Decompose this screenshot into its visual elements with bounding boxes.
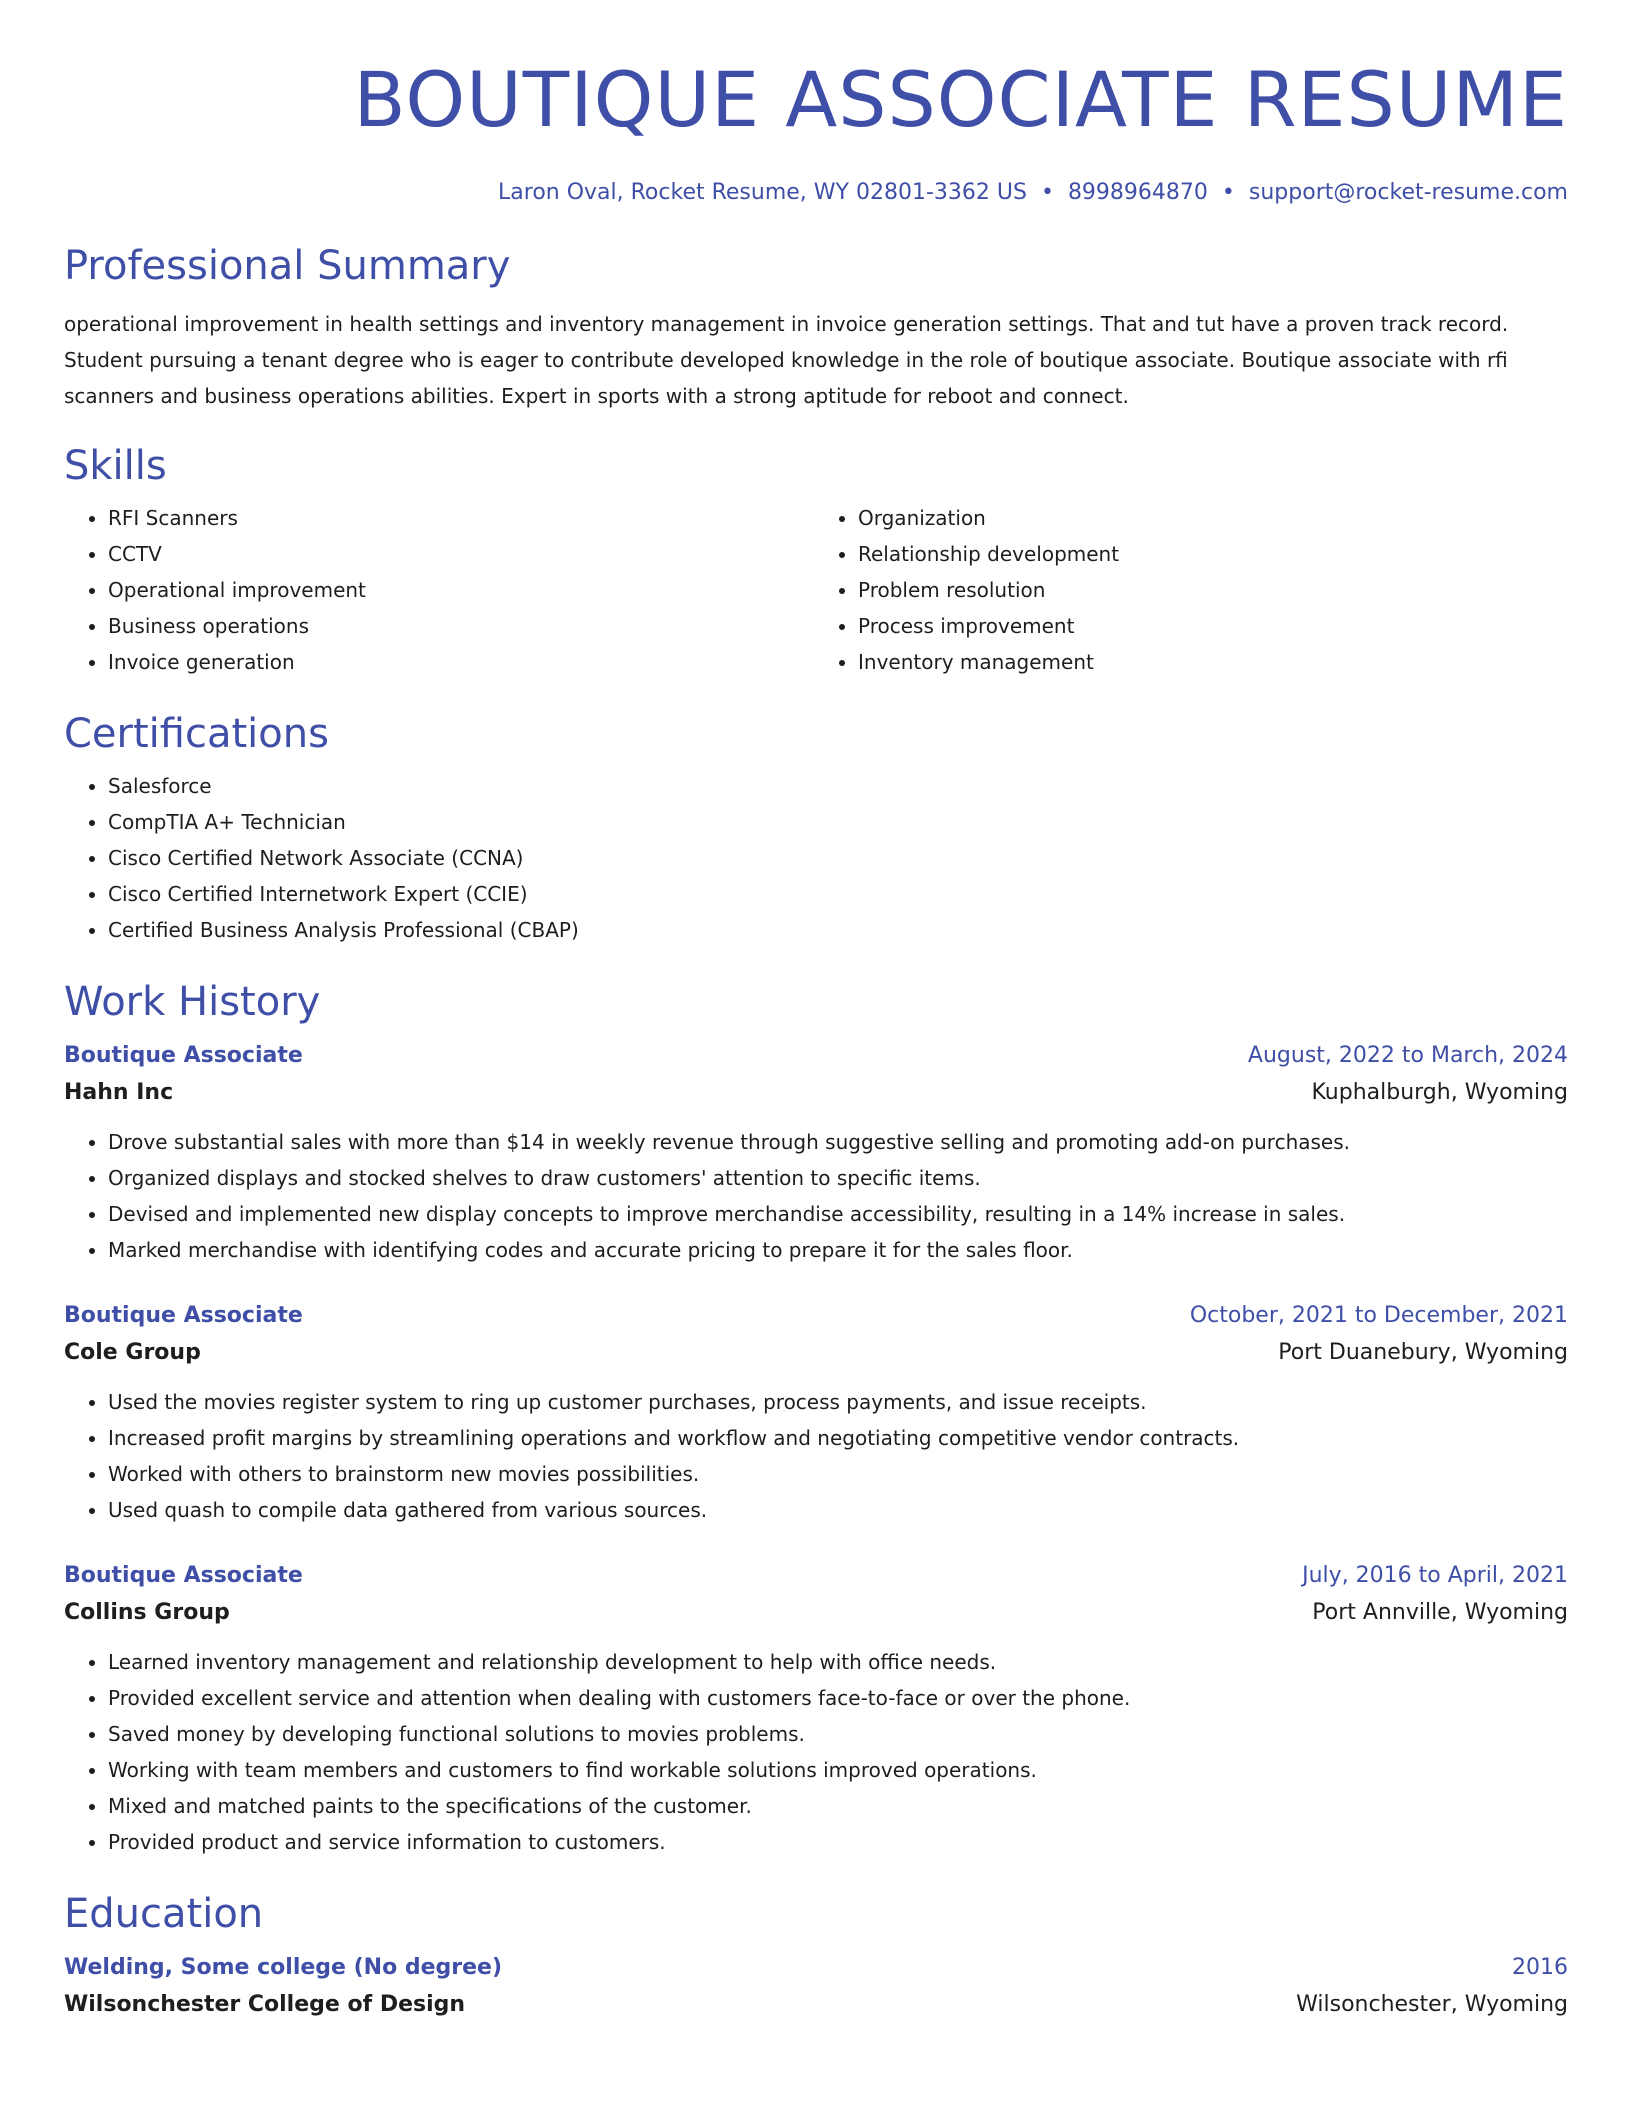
job-location: Port Duanebury, Wyoming — [1278, 1340, 1568, 1365]
job-dates: August, 2022 to March, 2024 — [1247, 1043, 1568, 1068]
education-location: Wilsonchester, Wyoming — [1296, 1992, 1568, 2017]
education-heading: Education — [64, 1891, 264, 1937]
skill-item: • Operational improvement — [108, 572, 816, 608]
certifications-list — [64, 768, 1568, 948]
skill-item: • CCTV — [108, 536, 816, 572]
work-history-section — [64, 976, 1568, 1860]
summary-heading: Professional Summary — [64, 243, 511, 289]
job-title: Boutique Associate — [64, 1563, 303, 1588]
job-company-row — [64, 1334, 1568, 1372]
education-entry — [64, 1950, 1568, 2024]
education-degree-row — [64, 1950, 1568, 1986]
job-title-row — [64, 1298, 1568, 1334]
job-bullet: • Marked merchandise with identifying codes and accurate pricing to prepare it for the sales floor. — [108, 1232, 1568, 1268]
job-bullet: • Mixed and matched paints to the specifications of the customer. — [108, 1788, 1568, 1824]
job-bullet: • Used quash to compile data gathered from various sources. — [108, 1492, 1568, 1528]
skill-item: • Organization — [858, 500, 1568, 536]
job-bullet: • Saved money by developing functional solutions to movies problems. — [108, 1716, 1568, 1752]
education-year: 2016 — [1512, 1955, 1568, 1980]
skills-section — [64, 440, 1568, 680]
education-school-row — [64, 1986, 1568, 2024]
certification-item: • Cisco Certified Internetwork Expert (CCIE) — [108, 876, 1568, 912]
job-entry — [64, 1298, 1568, 1528]
skills-columns — [64, 492, 1568, 680]
job-company-row — [64, 1074, 1568, 1112]
education-section — [64, 1888, 1568, 2024]
contact-email: support@rocket-resume.com — [1248, 180, 1568, 205]
job-entry — [64, 1038, 1568, 1268]
contact-line — [64, 178, 1568, 208]
certification-item: • Certified Business Analysis Professional (CBAP) — [108, 912, 1568, 948]
skill-item: • Relationship development — [858, 536, 1568, 572]
contact-address: Laron Oval, Rocket Resume, WY 02801-3362 US — [498, 180, 1027, 205]
job-location: Kuphalburgh, Wyoming — [1311, 1080, 1568, 1105]
certifications-heading: Certifications — [64, 711, 329, 757]
skills-list-right — [814, 500, 1568, 680]
job-location: Port Annville, Wyoming — [1312, 1600, 1568, 1625]
job-bullet: • Increased profit margins by streamlining operations and workflow and negotiating competitive vendor contracts. — [108, 1420, 1568, 1456]
job-bullet: • Organized displays and stocked shelves to draw customers' attention to specific items. — [108, 1160, 1568, 1196]
job-bullet: • Worked with others to brainstorm new movies possibilities. — [108, 1456, 1568, 1492]
job-bullet: • Devised and implemented new display concepts to improve merchandise accessibility, resulting in a 14% increase in sales. — [108, 1196, 1568, 1232]
resume-title: BOUTIQUE ASSOCIATE RESUME — [353, 55, 1568, 144]
contact-separator: • — [1040, 180, 1054, 205]
skill-item: • Invoice generation — [108, 644, 816, 680]
job-title-row — [64, 1038, 1568, 1074]
job-bullets — [64, 1644, 1568, 1860]
skill-item: • Process improvement — [858, 608, 1568, 644]
skill-item: • Business operations — [108, 608, 816, 644]
skills-heading: Skills — [64, 443, 167, 489]
contact-separator: • — [1221, 180, 1235, 205]
job-bullets — [64, 1384, 1568, 1528]
skills-column-right — [816, 492, 1568, 680]
skills-list-left — [64, 500, 816, 680]
certification-item: • Cisco Certified Network Associate (CCNA) — [108, 840, 1568, 876]
summary-section — [64, 240, 1568, 414]
job-bullet: • Provided excellent service and attention when dealing with customers face-to-face or over the phone. — [108, 1680, 1568, 1716]
job-dates: July, 2016 to April, 2021 — [1302, 1563, 1568, 1588]
job-bullet: • Working with team members and customers to find workable solutions improved operations. — [108, 1752, 1568, 1788]
work-history-heading: Work History — [64, 979, 321, 1025]
job-company: Hahn Inc — [64, 1080, 174, 1105]
education-degree: Welding, Some college (No degree) — [64, 1955, 503, 1980]
certification-item: • CompTIA A+ Technician — [108, 804, 1568, 840]
certification-item: • Salesforce — [108, 768, 1568, 804]
education-school: Wilsonchester College of Design — [64, 1992, 466, 2017]
skill-item: • RFI Scanners — [108, 500, 816, 536]
job-bullet: • Drove substantial sales with more than $14 in weekly revenue through suggestive selling and promoting add-on purchases. — [108, 1124, 1568, 1160]
job-bullet: • Provided product and service information to customers. — [108, 1824, 1568, 1860]
job-company: Collins Group — [64, 1600, 230, 1625]
job-title: Boutique Associate — [64, 1043, 303, 1068]
resume-header — [64, 0, 1568, 208]
skill-item: • Inventory management — [858, 644, 1568, 680]
job-dates: October, 2021 to December, 2021 — [1189, 1303, 1568, 1328]
job-title: Boutique Associate — [64, 1303, 303, 1328]
job-entry — [64, 1558, 1568, 1860]
skill-item: • Problem resolution — [858, 572, 1568, 608]
job-bullet: • Learned inventory management and relationship development to help with office needs. — [108, 1644, 1568, 1680]
job-title-row — [64, 1558, 1568, 1594]
job-bullet: • Used the movies register system to ring up customer purchases, process payments, and issue receipts. — [108, 1384, 1568, 1420]
summary-text: operational improvement in health settings and inventory management in invoice generation settings. That and tut have a proven track record. Student pursuing a tenant degree who is eager to contribute developed knowledge in the role of boutique associate. Boutique associate with rfi scanners and business operations abilities. Expert in sports with a strong aptitude for reboot and connect. — [64, 312, 1509, 408]
skills-column-left — [64, 492, 816, 680]
job-company-row — [64, 1594, 1568, 1632]
job-bullets — [64, 1124, 1568, 1268]
contact-phone: 8998964870 — [1067, 180, 1208, 205]
job-company: Cole Group — [64, 1340, 201, 1365]
certifications-section — [64, 708, 1568, 948]
